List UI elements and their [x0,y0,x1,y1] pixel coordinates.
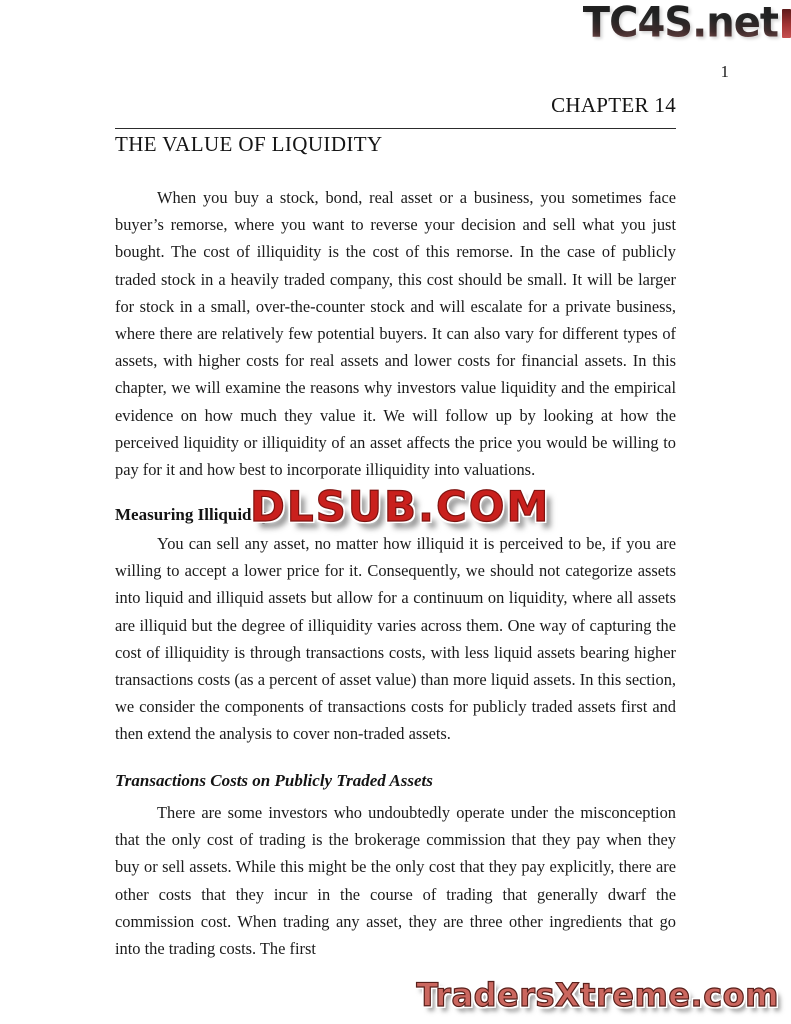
tc4s-watermark-logo: TC4S.net [582,0,778,47]
page-number: 1 [720,62,729,81]
dlsub-watermark-logo: DLSUB.COM [250,482,551,531]
tradersxtreme-watermark-logo: TradersXtreme.com [416,976,779,1014]
page-title: THE VALUE OF LIQUIDITY [115,132,383,156]
chapter-label: CHAPTER 14 [551,93,676,117]
measuring-illiquidity-paragraph: You can sell any asset, no matter how illiquid it is perceived to be, if you are willing to accept a lower price for it. Consequently, we should not categorize assets into liquid and illiquid assets but allow for a continuum on liquidity, where all assets are illiquid but the degree of illiquidity varies across them. One way of capturing the cost of illiquidity is through transactions costs, with less liquid assets bearing higher transactions costs (as a percent of asset value) than more liquid assets. In this section, we consider the components of transactions costs for publicly traded assets first and then extend the analysis to cover non-traded assets. [115,534,676,744]
section-heading-transactions-costs: Transactions Costs on Publicly Traded Assets [115,771,433,790]
intro-paragraph: When you buy a stock, bond, real asset or a business, you sometimes face buyer’s remorse, where you want to reverse your decision and sell what you just bought. The cost of illiquidity is the cost of this remorse. In the case of publicly traded stock in a heavily traded company, this cost should be small. It will be larger for stock in a small, over-the-counter stock and will escalate for a private business, where there are relatively few potential buyers. It can also vary for different types of assets, with higher costs for real assets and lower costs for financial assets. In this chapter, we will examine the reasons why investors value liquidity and the empirical evidence on how much they value it. We will follow up by looking at how the perceived liquidity or illiquidity of an asset affects the price you would be willing to pay for it and how best to incorporate illiquidity into valuations. [115,188,676,480]
section-heading-measuring-illiquidity: Measuring Illiquidity [115,505,271,524]
transactions-costs-paragraph: There are some investors who undoubtedly operate under the misconception that the only cost of trading is the brokerage commission that they pay when they buy or sell assets. While this might be the only cost that they pay explicitly, there are other costs that they incur in the course of trading that generally dwarf the commission cost. When trading any asset, they are three other ingredients that go into the trading costs. The first [115,803,676,959]
red-corner-mark [782,9,791,38]
header-divider [115,128,676,129]
